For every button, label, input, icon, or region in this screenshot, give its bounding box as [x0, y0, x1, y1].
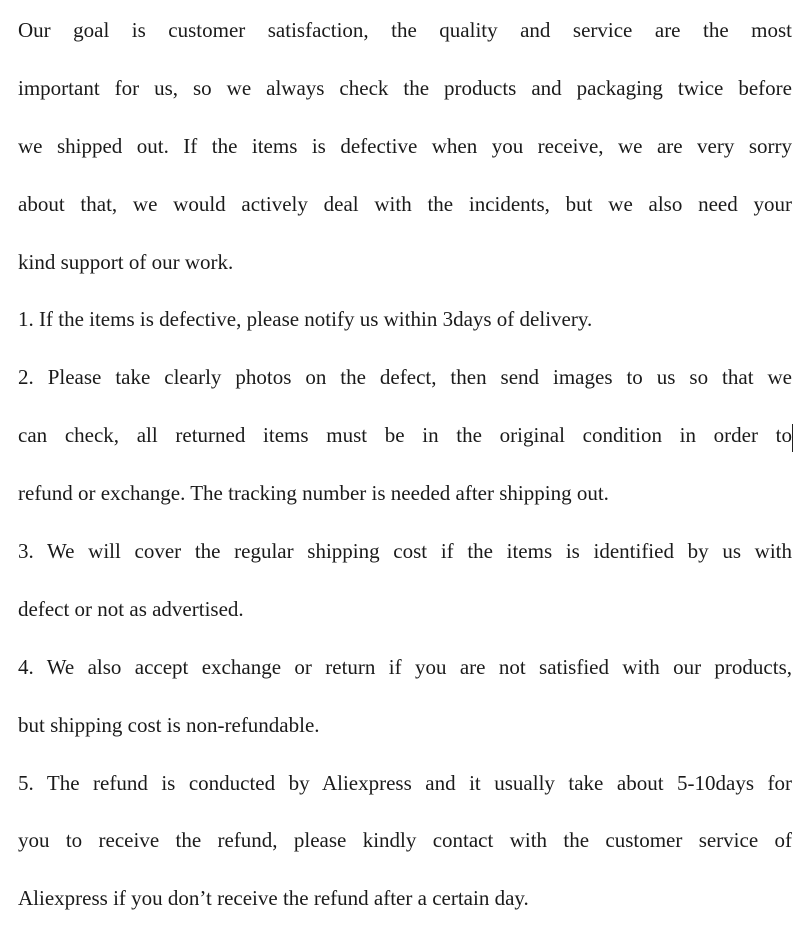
return-policy-text	[18, 0, 792, 928]
policy-item-4	[18, 639, 792, 755]
policy-item-3	[18, 523, 792, 639]
policy-item-line: 4. We also accept exchange or return if you are not satisfied with our products,	[18, 654, 792, 679]
policy-item-2	[18, 349, 792, 523]
policy-item-5	[18, 755, 792, 929]
policy-item-1	[18, 291, 792, 349]
intro-line: kind support of our work.	[18, 249, 234, 274]
intro-line: important for us, so we always check the products and packaging twice before	[18, 75, 792, 100]
policy-item-line: refund or exchange. The tracking number is needed after shipping out.	[18, 481, 609, 506]
policy-item-line: Aliexpress if you don’t receive the refund after a certain day.	[18, 886, 529, 911]
policy-item-line: defect or not as advertised.	[18, 596, 244, 621]
policy-item-line: 1. If the items is defective, please notify us within 3days of delivery.	[18, 307, 593, 332]
policy-item-line: 5. The refund is conducted by Aliexpress and it usually take about 5-10days for	[18, 770, 792, 795]
intro-line: Our goal is customer satisfaction, the quality and service are the most	[18, 18, 792, 42]
policy-item-line: 2. Please take clearly photos on the defect, then send images to us so that we	[18, 365, 792, 390]
intro-line: about that, we would actively deal with the incidents, but we also need your	[18, 191, 792, 216]
intro-line: we shipped out. If the items is defective when you receive, we are very sorry	[18, 133, 792, 158]
policy-item-line: but shipping cost is non-refundable.	[18, 712, 320, 737]
policy-item-line: can check, all returned items must be in the original condition in order to	[18, 423, 792, 448]
policy-item-line: 3. We will cover the regular shipping cost if the items is identified by us with	[18, 539, 792, 564]
intro-paragraph	[18, 2, 792, 291]
policy-item-line: you to receive the refund, please kindly contact with the customer service of	[18, 828, 792, 853]
text-cursor	[792, 424, 793, 452]
